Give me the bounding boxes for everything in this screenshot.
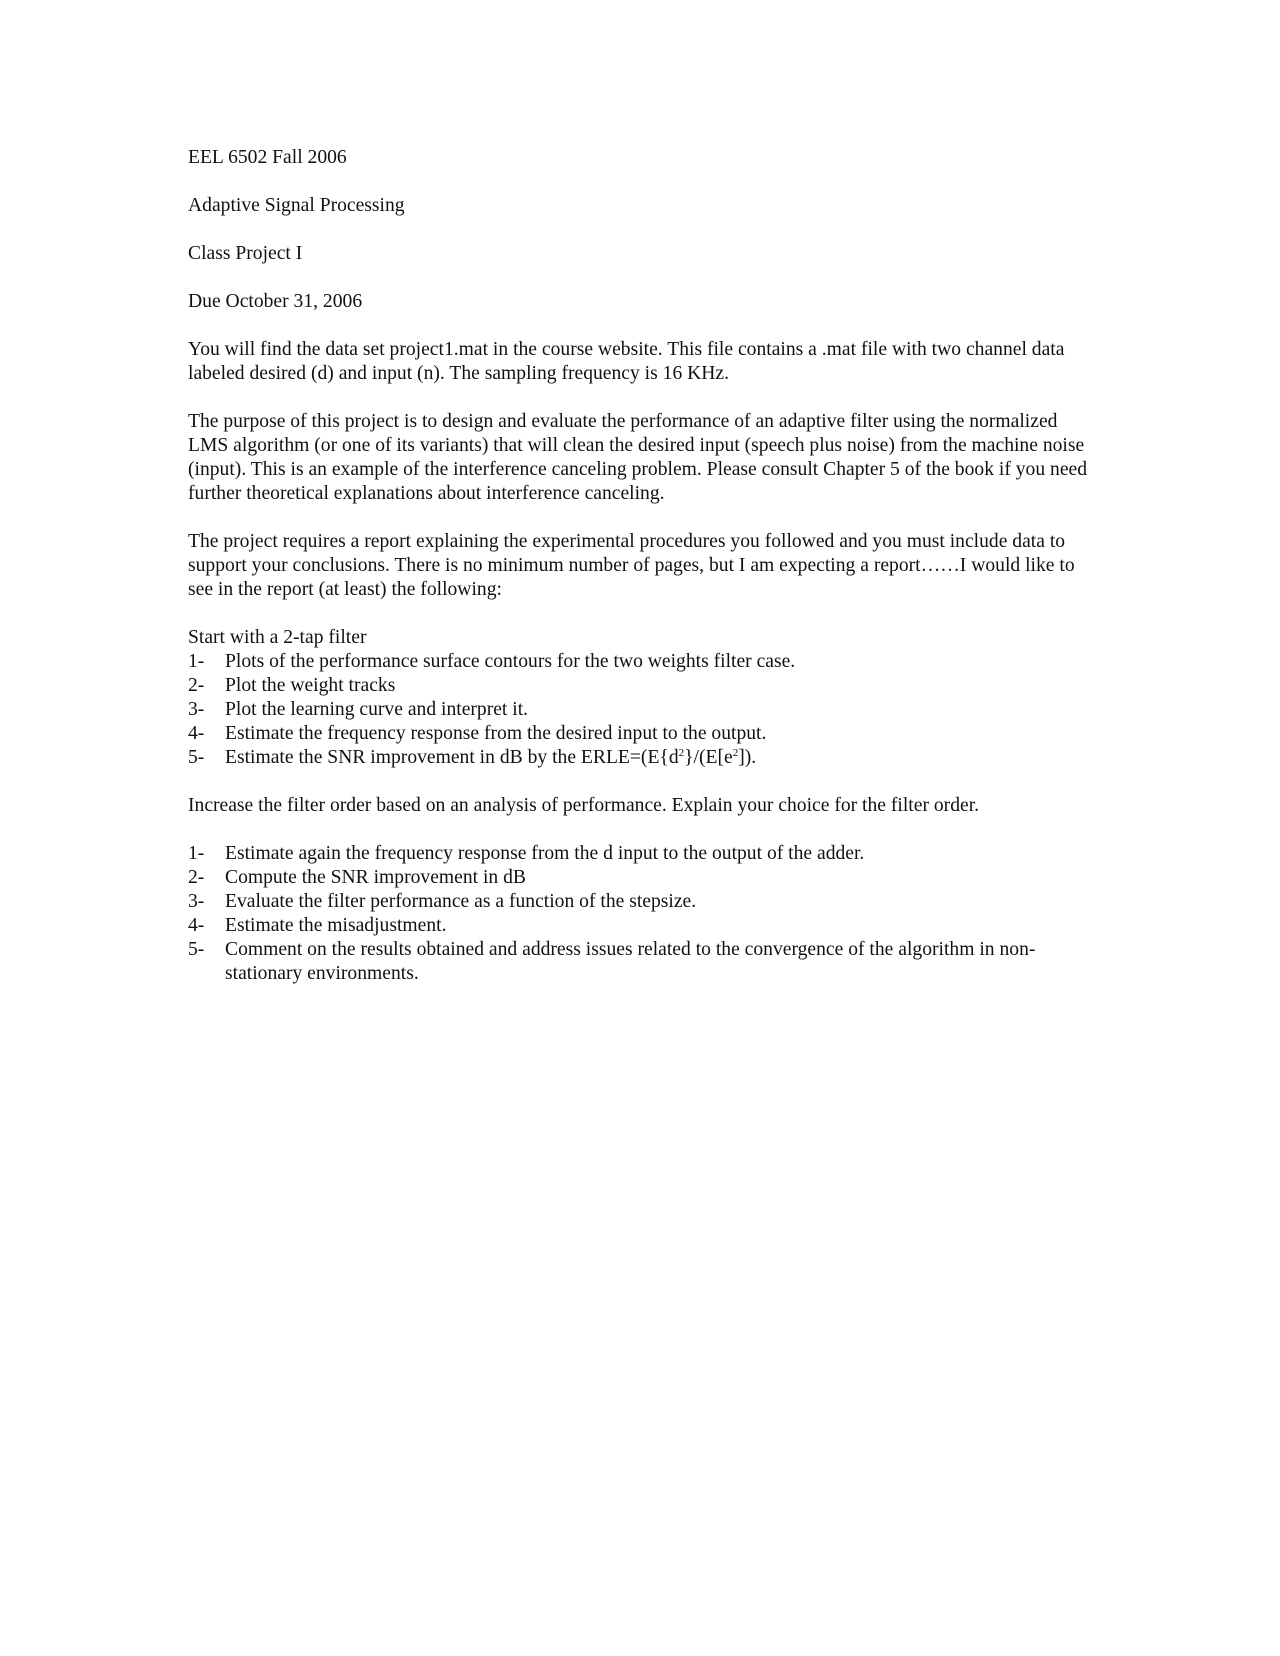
- list-number: 3-: [188, 891, 205, 912]
- list-item: [188, 890, 1093, 914]
- part1-list: [188, 650, 1093, 770]
- list-number: 4-: [188, 915, 205, 936]
- list-text: Comment on the results obtained and address issues related to the convergence of the algorithm in non-stationary environments.: [225, 939, 1036, 984]
- list-text: Evaluate the filter performance as a function of the stepsize.: [225, 891, 697, 912]
- list-number: 4-: [188, 723, 205, 744]
- part2-list: [188, 842, 1093, 986]
- list-number: 3-: [188, 699, 205, 720]
- data-set-paragraph: You will find the data set project1.mat in the course website. This file contains a .mat file with two channel data labeled desired (d) and input (n). The sampling frequency is 16 KHz.: [188, 339, 1065, 384]
- erle-text-before: Estimate the SNR improvement in dB by the ERLE=(E{d: [225, 747, 679, 768]
- erle-formula-text: [225, 746, 1093, 770]
- list-text: Plots of the performance surface contours for the two weights filter case.: [225, 651, 796, 672]
- list-text: Estimate the misadjustment.: [225, 915, 447, 936]
- document-page: [188, 146, 1093, 1010]
- purpose-paragraph: The purpose of this project is to design and evaluate the performance of an adaptive filter using the normalized LMS algorithm (or one of its variants) that will clean the desired input (speech plus noise) from the machine noise (input). This is an example of the interference canceling problem. Please consult Chapter 5 of the book if you need further theoretical explanations about interference canceling.: [188, 411, 1088, 504]
- list-text: Estimate again the frequency response from the d input to the output of the adder.: [225, 843, 865, 864]
- list-text: Compute the SNR improvement in dB: [225, 867, 526, 888]
- list-number: 1-: [188, 843, 205, 864]
- project-heading: Class Project I: [188, 243, 303, 264]
- course-heading: EEL 6502 Fall 2006: [188, 147, 347, 168]
- list-text: Plot the weight tracks: [225, 675, 396, 696]
- part1-intro: Start with a 2-tap filter: [188, 627, 367, 648]
- list-number: 2-: [188, 867, 205, 888]
- list-text: Plot the learning curve and interpret it.: [225, 699, 529, 720]
- part2-intro: Increase the filter order based on an analysis of performance. Explain your choice for the filter order.: [188, 795, 980, 816]
- list-item: [188, 938, 1093, 986]
- report-paragraph: The project requires a report explaining the experimental procedures you followed and you must include data to support your conclusions. There is no minimum number of pages, but I am expecting a report……I would like to see in the report (at least) the following:: [188, 531, 1075, 600]
- list-item: [188, 650, 1093, 674]
- subject-heading: Adaptive Signal Processing: [188, 195, 405, 216]
- list-number: 5-: [188, 747, 205, 768]
- erle-superscript-d: 2: [678, 747, 685, 759]
- list-number: 2-: [188, 675, 205, 696]
- due-date: Due October 31, 2006: [188, 291, 363, 312]
- list-number: 1-: [188, 651, 205, 672]
- list-item: [188, 746, 1093, 770]
- list-item: [188, 698, 1093, 722]
- list-text: Estimate the frequency response from the desired input to the output.: [225, 723, 767, 744]
- list-item: [188, 866, 1093, 890]
- list-item: [188, 674, 1093, 698]
- list-item: [188, 914, 1093, 938]
- list-item: [188, 722, 1093, 746]
- erle-superscript-e: 2: [732, 747, 739, 759]
- list-number: 5-: [188, 939, 205, 960]
- list-item: [188, 842, 1093, 866]
- erle-text-after: ]).: [738, 747, 757, 768]
- erle-text-mid: }/(E[e: [684, 747, 733, 768]
